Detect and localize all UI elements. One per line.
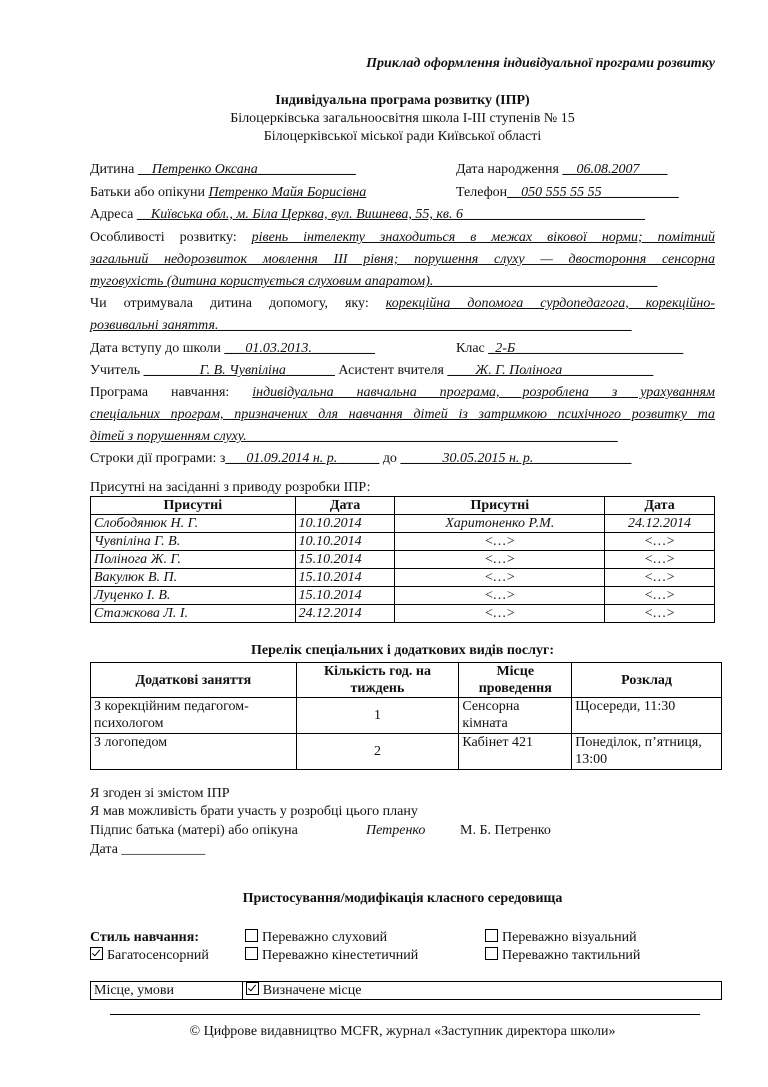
signature-label: Підпис батька (матері) або опікуна [90,823,298,838]
attendance-header-row [91,497,715,515]
program-label: Програма навчання: [90,385,230,400]
assistant-value: ____Ж. Г. Полінога_____________ [447,363,654,378]
option-designated-place[interactable]: Визначене місце [242,982,721,1000]
address-row [90,206,715,224]
option-auditory[interactable]: Переважно слуховий [245,929,387,947]
signature-row [90,822,715,840]
table-row [91,698,722,734]
services-header-row [91,663,722,698]
terms-label: Строки дії програми: з [90,451,226,466]
table-cell: Понеділок, п’ятниця, 13:00 [572,734,722,770]
table-cell: 10.10.2014 [295,533,395,551]
table-row [91,533,715,551]
table-cell: Кабінет 421 [459,734,572,770]
teacher-label: Учитель [90,363,141,378]
option-kinesthetic[interactable]: Переважно кінестетичний [245,947,418,965]
table-cell: Слободянюк Н. Г. [91,515,296,533]
help-value-2: розвивальні заняття.___________________________________________________________ [90,318,632,333]
table-cell: Стажкова Л. І. [91,605,296,623]
child-value: Петренко Оксана______________ [151,162,356,177]
signature-name: М. Б. Петренко [460,823,551,838]
program-value-3: дітей з порушенням слуху._____________________________________________________ [90,429,618,444]
features-value-1: рівень інтелекту знаходиться в межах вікової норми; помітний [251,230,715,245]
table-cell: Сенсорна кімната [459,698,572,734]
table-cell: <…> [605,587,715,605]
table-cell: 15.10.2014 [295,569,395,587]
column-header: Дата [605,497,715,515]
features-label: Особливості розвитку: [90,230,237,245]
table-cell: 15.10.2014 [295,551,395,569]
table-cell: <…> [395,605,605,623]
parents-label: Батьки або опікуни [90,185,205,200]
table-row [91,551,715,569]
table-cell: Чувпіліна Г. В. [91,533,296,551]
column-header: Розклад [572,663,722,698]
address-label: Адреса [90,207,134,222]
table-cell: Полінога Ж. Г. [91,551,296,569]
terms-to-label: до [382,451,397,466]
place-label: Місце, умови [91,982,243,1000]
parents-row [90,184,715,202]
signature-value: Петренко [366,823,426,838]
table-cell: <…> [395,551,605,569]
table-cell: <…> [605,605,715,623]
checked-checkbox-icon[interactable] [246,982,259,995]
council-name: Білоцерківської міської ради Київської області [263,129,542,144]
school-name: Білоцерківська загальноосвітня школа І-ІІІ ступенів № 15 [230,111,575,126]
table-cell: Луценко І. В. [91,587,296,605]
help-label: Чи отримувала дитина допомогу, яку: [90,296,369,311]
table-row [91,569,715,587]
title-block [90,92,715,146]
child-row [90,161,715,179]
enroll-label: Дата вступу до школи [90,341,221,356]
features-value-3: туговухість (дитина користується слуховим апаратом).________________________________ [90,274,658,289]
table-cell: З корекційним педагогом-психологом [91,698,297,734]
program-value-1: індивідуальна навчальна програма, розроблена з урахуванням [252,385,715,400]
environment-title: Пристосування/модифікація класного середовища [242,891,563,906]
footer-copyright: © Цифрове видавництво MCFR, журнал «Заступник директора школи» [189,1024,616,1039]
option-multisensory[interactable]: Багатосенсорний [90,947,209,965]
assistant-label: Асистент вчителя [338,363,444,378]
column-header: Присутні [91,497,296,515]
terms-from: ___01.09.2014 н. р.______ [225,451,380,466]
help-value-1: корекційна допомога сурдопедагога, корекційно- [385,296,715,311]
teacher-row [90,362,715,380]
table-row [91,587,715,605]
address-value: __Київська обл., м. Біла Церква, вул. Вишнева, 55, кв. 6__________________________ [136,207,646,222]
table-cell: Щосереди, 11:30 [572,698,722,734]
dob-field: Дата народження __06.08.2007____ [456,162,668,177]
consent-line-1: Я згоден зі змістом ІПР [90,786,230,801]
terms-to: ______30.05.2015 н. р.______________ [400,451,632,466]
features-row-1 [90,229,715,247]
table-cell: Харитоненко Р.М. [395,515,605,533]
header-note: Приклад оформлення індивідуальної програми розвитку [366,56,715,71]
program-row-1 [90,384,715,402]
services-table [90,662,722,770]
teacher-value: ________Г. В. Чувпіліна_______ [143,363,335,378]
table-cell: З логопедом [91,734,297,770]
document-title: Індивідуальна програма розвитку (ІПР) [275,93,530,108]
column-header: Кількість год. на тиждень [296,663,459,698]
table-cell: 24.12.2014 [605,515,715,533]
column-header: Додаткові заняття [91,663,297,698]
table-row [91,605,715,623]
table-cell: 24.12.2014 [295,605,395,623]
program-value-2: спеціальних програм, призначених для навчання дітей із затримкою психічного розвитку та [90,407,715,422]
table-cell: <…> [395,587,605,605]
column-header: Місце проведення [459,663,572,698]
table-cell: <…> [605,533,715,551]
table-row [91,515,715,533]
enroll-value: ___01.03.2013._________ [224,341,375,356]
learning-style-label: Стиль навчання: [90,930,199,945]
footer-divider [110,1014,700,1015]
child-label: Дитина [90,162,135,177]
class-field: Клас _2-Б________________________ [456,341,684,356]
parents-value: Петренко Майя Борисівна [208,185,367,200]
checkbox-icon[interactable] [485,929,498,942]
phone-field: Телефон__050 555 55 55___________ [456,185,679,200]
table-cell: Вакулюк В. П. [91,569,296,587]
table-row [91,734,722,770]
consent-line-2: Я мав можливість брати участь у розробці цього плану [90,804,418,819]
table-cell: 10.10.2014 [295,515,395,533]
table-row [91,982,722,1000]
checked-checkbox-icon[interactable] [90,947,103,960]
features-value-2: загальний недорозвиток мовлення ІІІ рівня; порушення слуху — двостороння сенсорна [90,252,715,267]
table-cell: <…> [395,569,605,587]
consent-date: Дата ____________ [90,842,206,857]
table-cell: 15.10.2014 [295,587,395,605]
checkbox-icon[interactable] [245,929,258,942]
checkbox-icon[interactable] [485,947,498,960]
services-caption: Перелік спеціальних і додаткових видів послуг: [250,643,555,658]
column-header: Дата [295,497,395,515]
option-visual[interactable]: Переважно візуальний [485,929,637,947]
attendance-caption: Присутні на засіданні з приводу розробки ІПР: [90,480,371,495]
terms-row [90,450,715,468]
enroll-row [90,340,715,358]
column-header: Присутні [395,497,605,515]
table-cell: <…> [605,551,715,569]
checkbox-icon[interactable] [245,947,258,960]
table-cell: 2 [296,734,459,770]
place-table [90,981,722,1000]
table-cell: <…> [395,533,605,551]
help-row-1 [90,295,715,313]
attendance-table [90,496,715,623]
table-cell: 1 [296,698,459,734]
table-cell: <…> [605,569,715,587]
option-tactile[interactable]: Переважно тактильний [485,947,640,965]
